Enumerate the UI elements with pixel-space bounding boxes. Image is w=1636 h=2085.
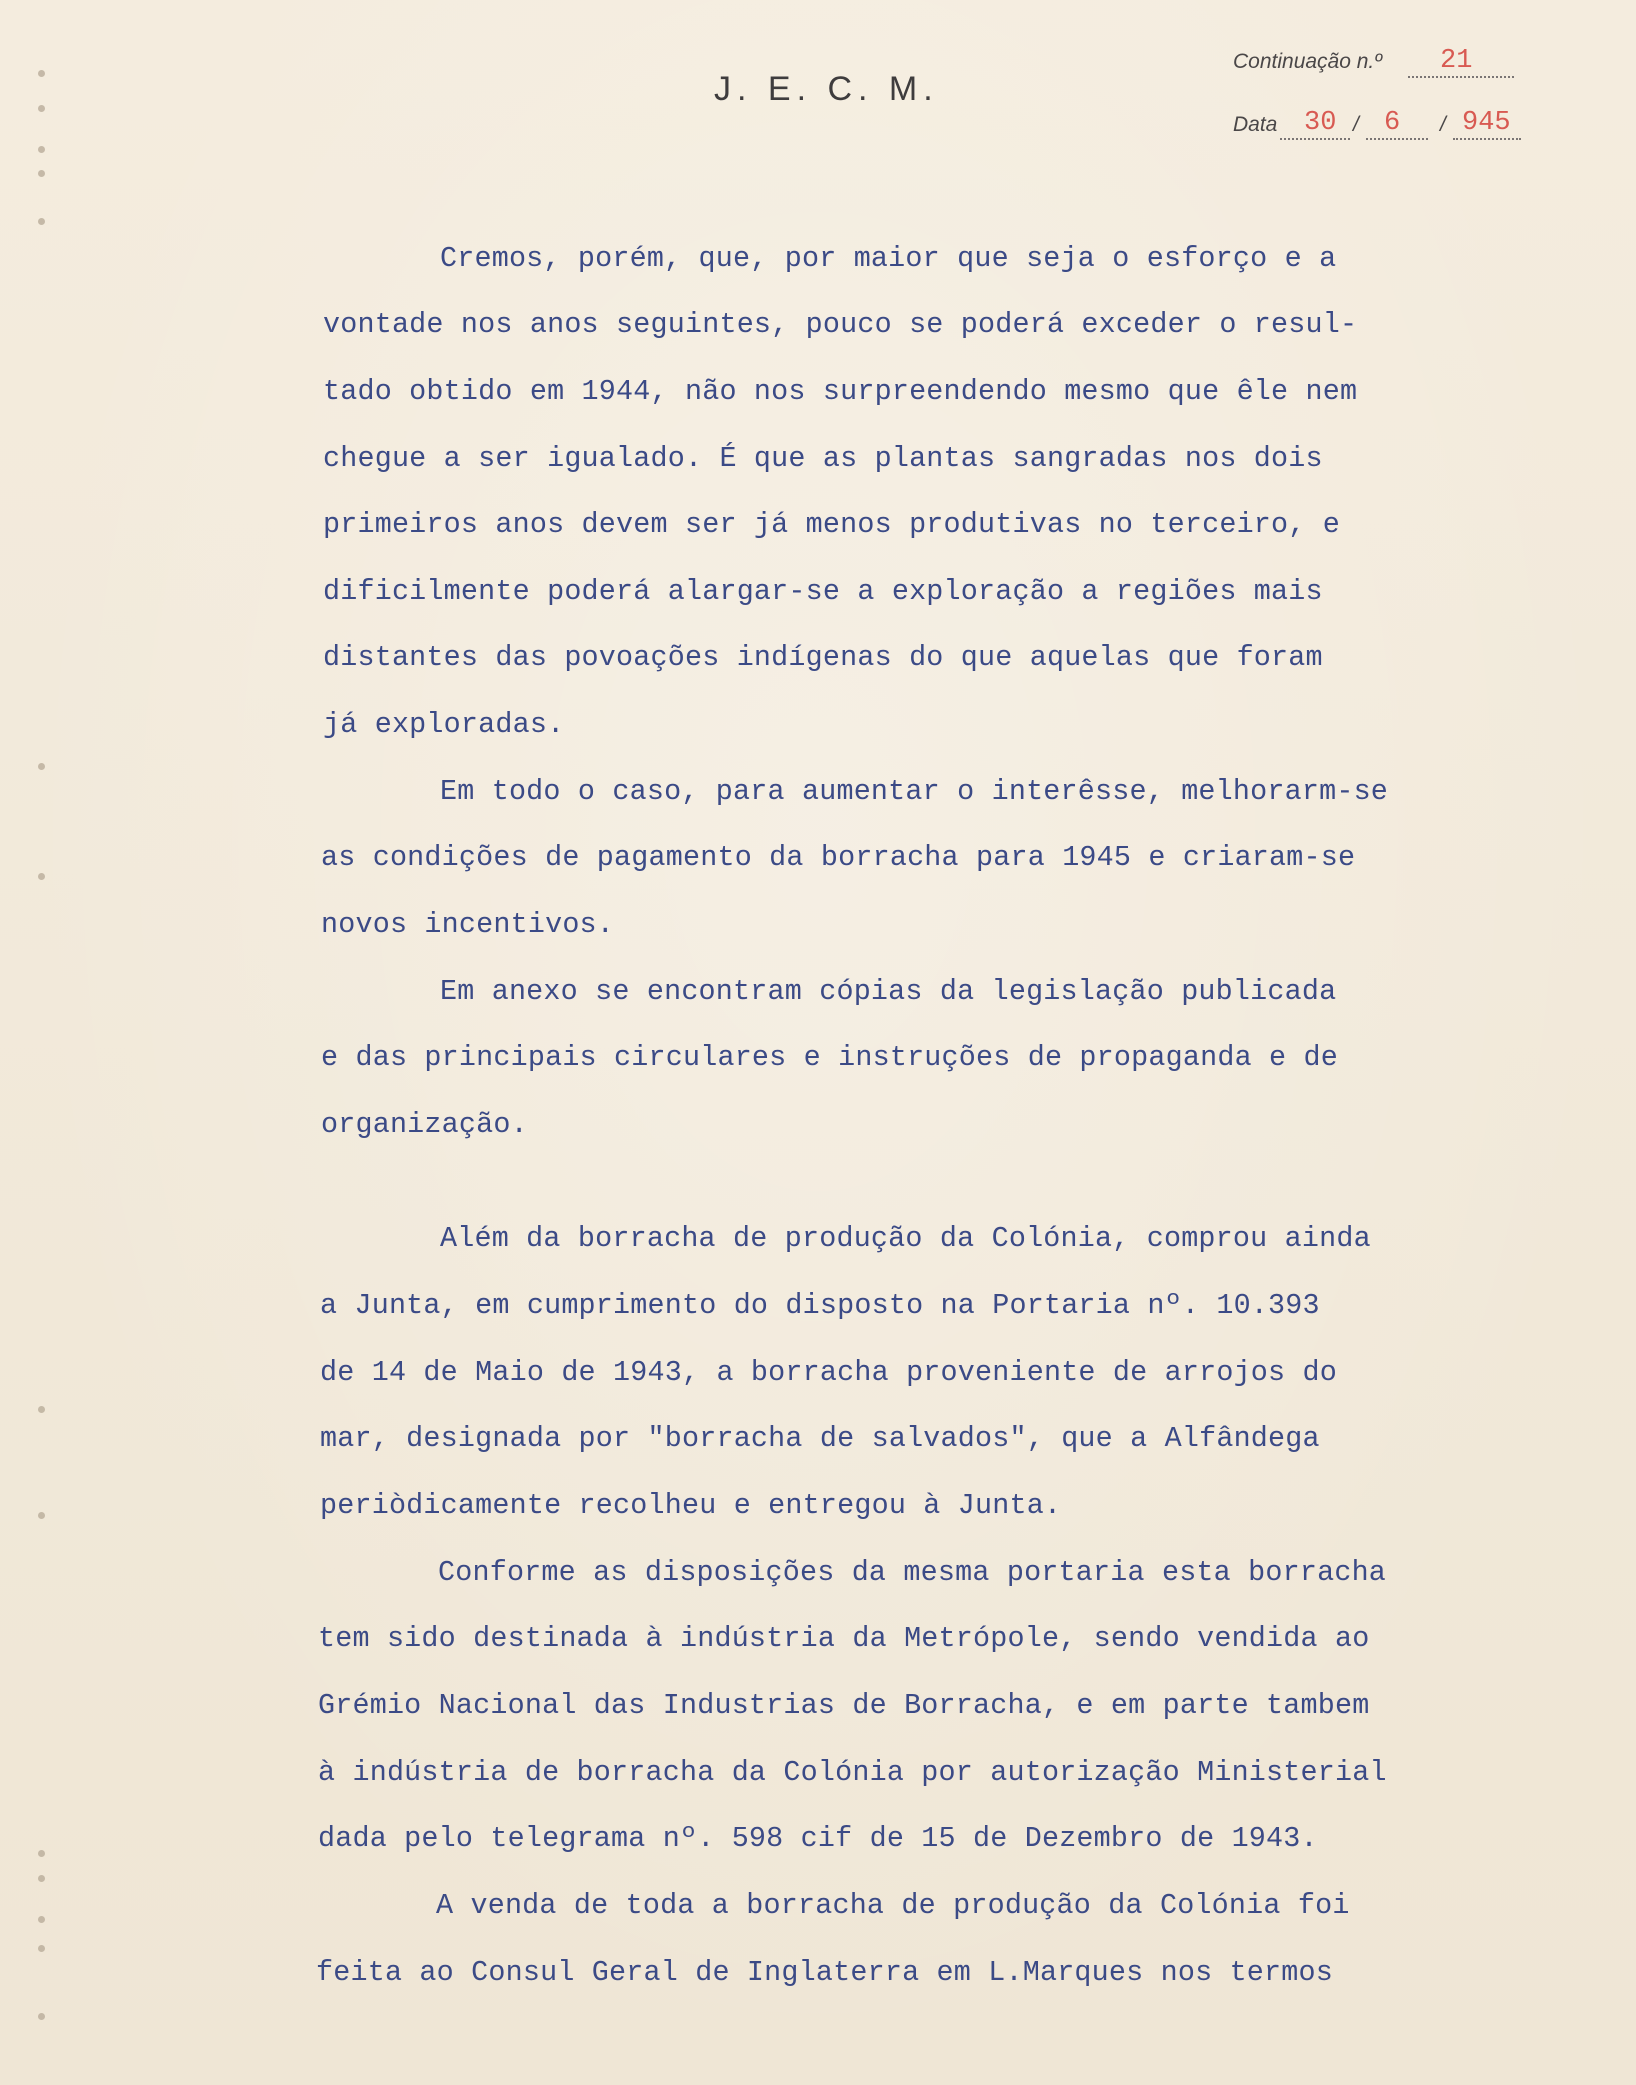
text-line-16: a Junta, em cumprimento do disposto na Portaria nº. 10.393	[320, 1289, 1320, 1322]
text-line-21: tem sido destinada à indústria da Metrópole, sendo vendida ao	[318, 1622, 1370, 1655]
date-separator-2: /	[1440, 113, 1446, 136]
text-line-4: chegue a ser igualado. É que as plantas sangradas nos dois	[323, 442, 1323, 475]
text-line-1: Cremos, porém, que, por maior que seja o esforço e a	[440, 242, 1337, 275]
punch-mark-13	[38, 1945, 45, 1952]
date-day: 30	[1304, 108, 1337, 138]
text-line-19: periòdicamente recolheu e entregou à Junta.	[320, 1489, 1062, 1522]
continuacao-number: 21	[1440, 46, 1473, 76]
continuacao-dotted-line	[1408, 76, 1514, 78]
text-line-22: Grémio Nacional das Industrias de Borracha, e em parte tambem	[318, 1689, 1370, 1722]
text-line-20: Conforme as disposições da mesma portaria esta borracha	[438, 1556, 1387, 1589]
continuacao-label: Continuação n.º	[1233, 50, 1382, 73]
punch-mark-1	[38, 70, 45, 77]
text-line-18: mar, designada por "borracha de salvados", que a Alfândega	[320, 1422, 1320, 1455]
date-separator-1: /	[1353, 113, 1359, 136]
text-line-25: A venda de toda a borracha de produção da Colónia foi	[436, 1889, 1350, 1922]
punch-mark-5	[38, 218, 45, 225]
text-line-6: dificilmente poderá alargar-se a exploração a regiões mais	[323, 575, 1323, 608]
text-line-14: organização.	[321, 1108, 528, 1141]
date-label: Data	[1233, 113, 1278, 136]
text-line-13: e das principais circulares e instruções de propaganda e de	[321, 1041, 1338, 1074]
text-line-23: à indústria de borracha da Colónia por autorização Ministerial	[318, 1756, 1387, 1789]
letterhead-title: J. E. C. M.	[714, 70, 939, 108]
text-line-8: já exploradas.	[323, 708, 565, 741]
punch-mark-10	[38, 1850, 45, 1857]
punch-mark-3	[38, 146, 45, 153]
punch-mark-14	[38, 2013, 45, 2020]
text-line-9: Em todo o caso, para aumentar o interêsse, melhorarm-se	[440, 775, 1389, 808]
text-line-24: dada pelo telegrama nº. 598 cif de 15 de Dezembro de 1943.	[318, 1822, 1318, 1855]
text-line-26: feita ao Consul Geral de Inglaterra em L.Marques nos termos	[316, 1956, 1333, 1989]
punch-mark-9	[38, 1512, 45, 1519]
punch-mark-7	[38, 873, 45, 880]
text-line-7: distantes das povoações indígenas do que aquelas que foram	[323, 641, 1323, 674]
text-line-5: primeiros anos devem ser já menos produtivas no terceiro, e	[323, 508, 1340, 541]
text-line-15: Além da borracha de produção da Colónia, comprou ainda	[440, 1222, 1371, 1255]
punch-mark-4	[38, 170, 45, 177]
date-dotted-line-month	[1366, 138, 1428, 140]
date-dotted-line-day	[1280, 138, 1350, 140]
punch-mark-12	[38, 1916, 45, 1923]
text-line-17: de 14 de Maio de 1943, a borracha proveniente de arrojos do	[320, 1356, 1337, 1389]
punch-mark-11	[38, 1875, 45, 1882]
punch-mark-2	[38, 105, 45, 112]
text-line-12: Em anexo se encontram cópias da legislação publicada	[440, 975, 1337, 1008]
text-line-11: novos incentivos.	[321, 908, 615, 941]
punch-mark-8	[38, 1406, 45, 1413]
punch-mark-6	[38, 763, 45, 770]
text-line-2: vontade nos anos seguintes, pouco se poderá exceder o resul-	[323, 308, 1358, 341]
date-month: 6	[1384, 108, 1401, 138]
text-line-10: as condições de pagamento da borracha para 1945 e criaram-se	[321, 841, 1356, 874]
text-line-3: tado obtido em 1944, não nos surpreendendo mesmo que êle nem	[323, 375, 1358, 408]
date-dotted-line-year	[1453, 138, 1521, 140]
date-year: 945	[1462, 108, 1511, 138]
